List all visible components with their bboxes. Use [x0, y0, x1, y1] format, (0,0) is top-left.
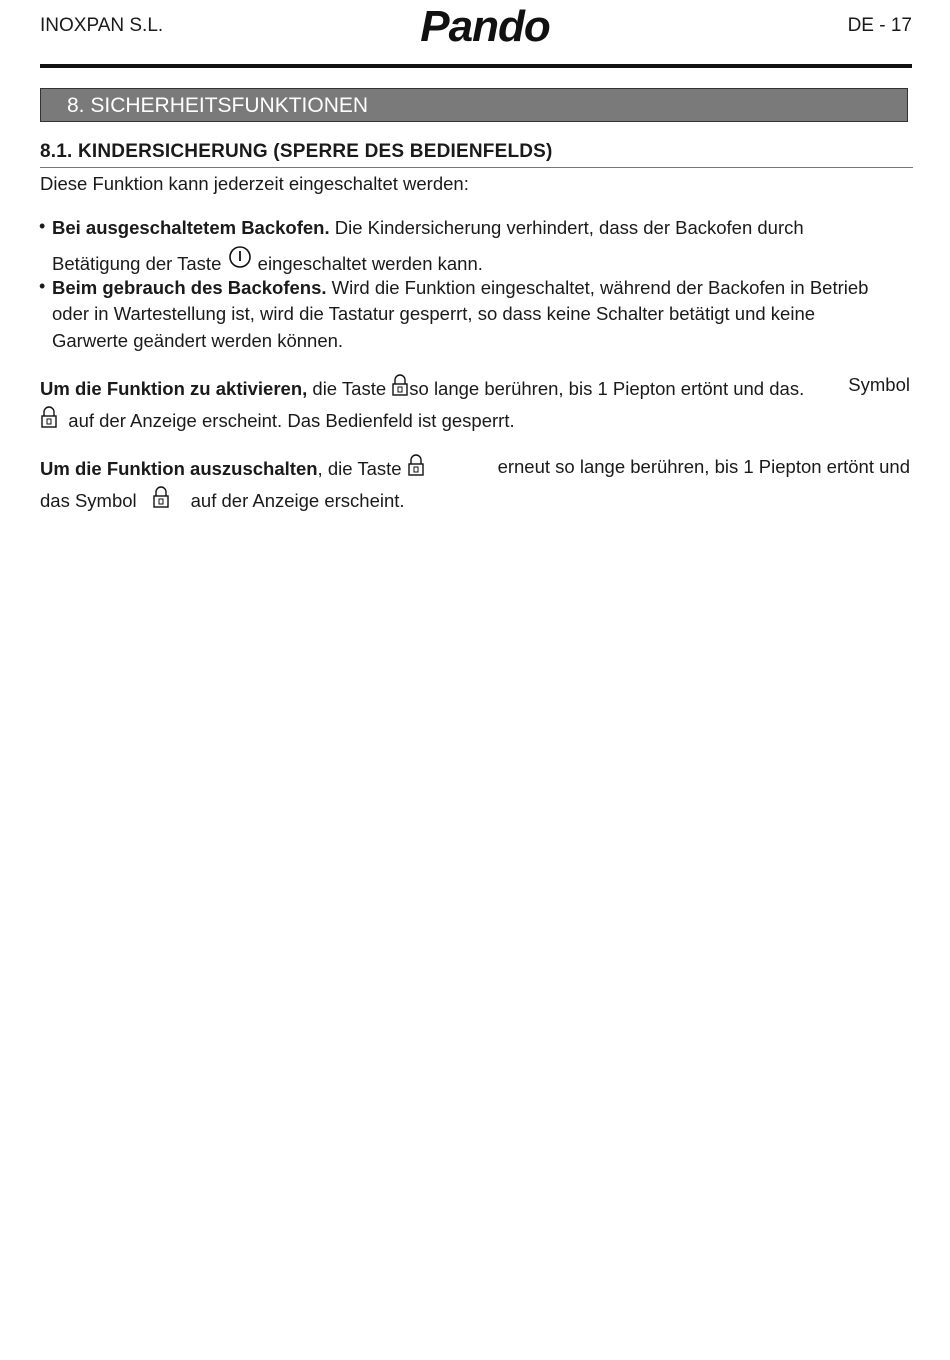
bullet-1-text-b: Betätigung der Taste — [52, 253, 222, 274]
lock-icon — [391, 373, 409, 404]
deactivate-bold: Um die Funktion auszuschalten — [40, 458, 318, 479]
subsection-title: 8.1. KINDERSICHERUNG (SPERRE DES BEDIENFELDS) — [40, 141, 913, 168]
lock-icon — [407, 453, 425, 484]
bullet-1-text-a: Die Kindersicherung verhindert, dass der Backofen durch — [329, 217, 804, 238]
deactivate-line-2 — [40, 485, 910, 516]
activate-text-c: Symbol — [848, 374, 910, 395]
page-number: DE - 17 — [847, 15, 912, 36]
activate-text-a: die Taste — [307, 378, 387, 399]
activate-bold: Um die Funktion zu aktivieren, — [40, 378, 308, 399]
activate-text-b: so lange berühren, bis 1 Piepton ertönt und das. — [409, 378, 805, 399]
deactivate-text-d: auf der Anzeige erscheint. — [190, 490, 405, 511]
page-header — [40, 0, 912, 68]
bullet-marker: • — [39, 216, 46, 236]
lock-icon — [40, 405, 58, 436]
bullet-2-line-2: oder in Wartestellung ist, wird die Tastatur gesperrt, so dass keine Schalter betätigt und keine — [52, 303, 816, 324]
company-name: INOXPAN S.L. — [40, 15, 164, 36]
bullet-2-text-a: Wird die Funktion eingeschaltet, während der Backofen in Betrieb — [326, 277, 869, 298]
activate-line-2 — [40, 405, 910, 436]
bullet-2-line-3: Garwerte geändert werden können. — [52, 330, 344, 351]
bullet-marker: • — [39, 276, 46, 296]
bullet-2-line-1 — [52, 274, 910, 301]
activate-text-d: auf der Anzeige erscheint. Das Bedienfeld ist gesperrt. — [68, 410, 515, 431]
section-title: 8. SICHERHEITSFUNKTIONEN — [40, 88, 908, 122]
activate-line-1 — [40, 373, 910, 404]
deactivate-text-a: , die Taste — [317, 458, 402, 479]
intro-text: Diese Funktion kann jederzeit eingeschaltet werden: — [40, 173, 469, 194]
deactivate-line-1 — [40, 453, 910, 484]
bullet-1-text-c: eingeschaltet werden kann. — [257, 253, 483, 274]
lock-icon — [152, 485, 170, 516]
deactivate-text-b: erneut so lange berühren, bis 1 Piepton ertönt und — [497, 456, 910, 477]
bullet-1-line-1 — [52, 214, 910, 241]
deactivate-text-c: das Symbol — [40, 490, 137, 511]
bullet-2-bold: Beim gebrauch des Backofens. — [52, 277, 327, 298]
bullet-1-bold: Bei ausgeschaltetem Backofen. — [52, 217, 330, 238]
brand-logo: Pando — [420, 2, 550, 51]
